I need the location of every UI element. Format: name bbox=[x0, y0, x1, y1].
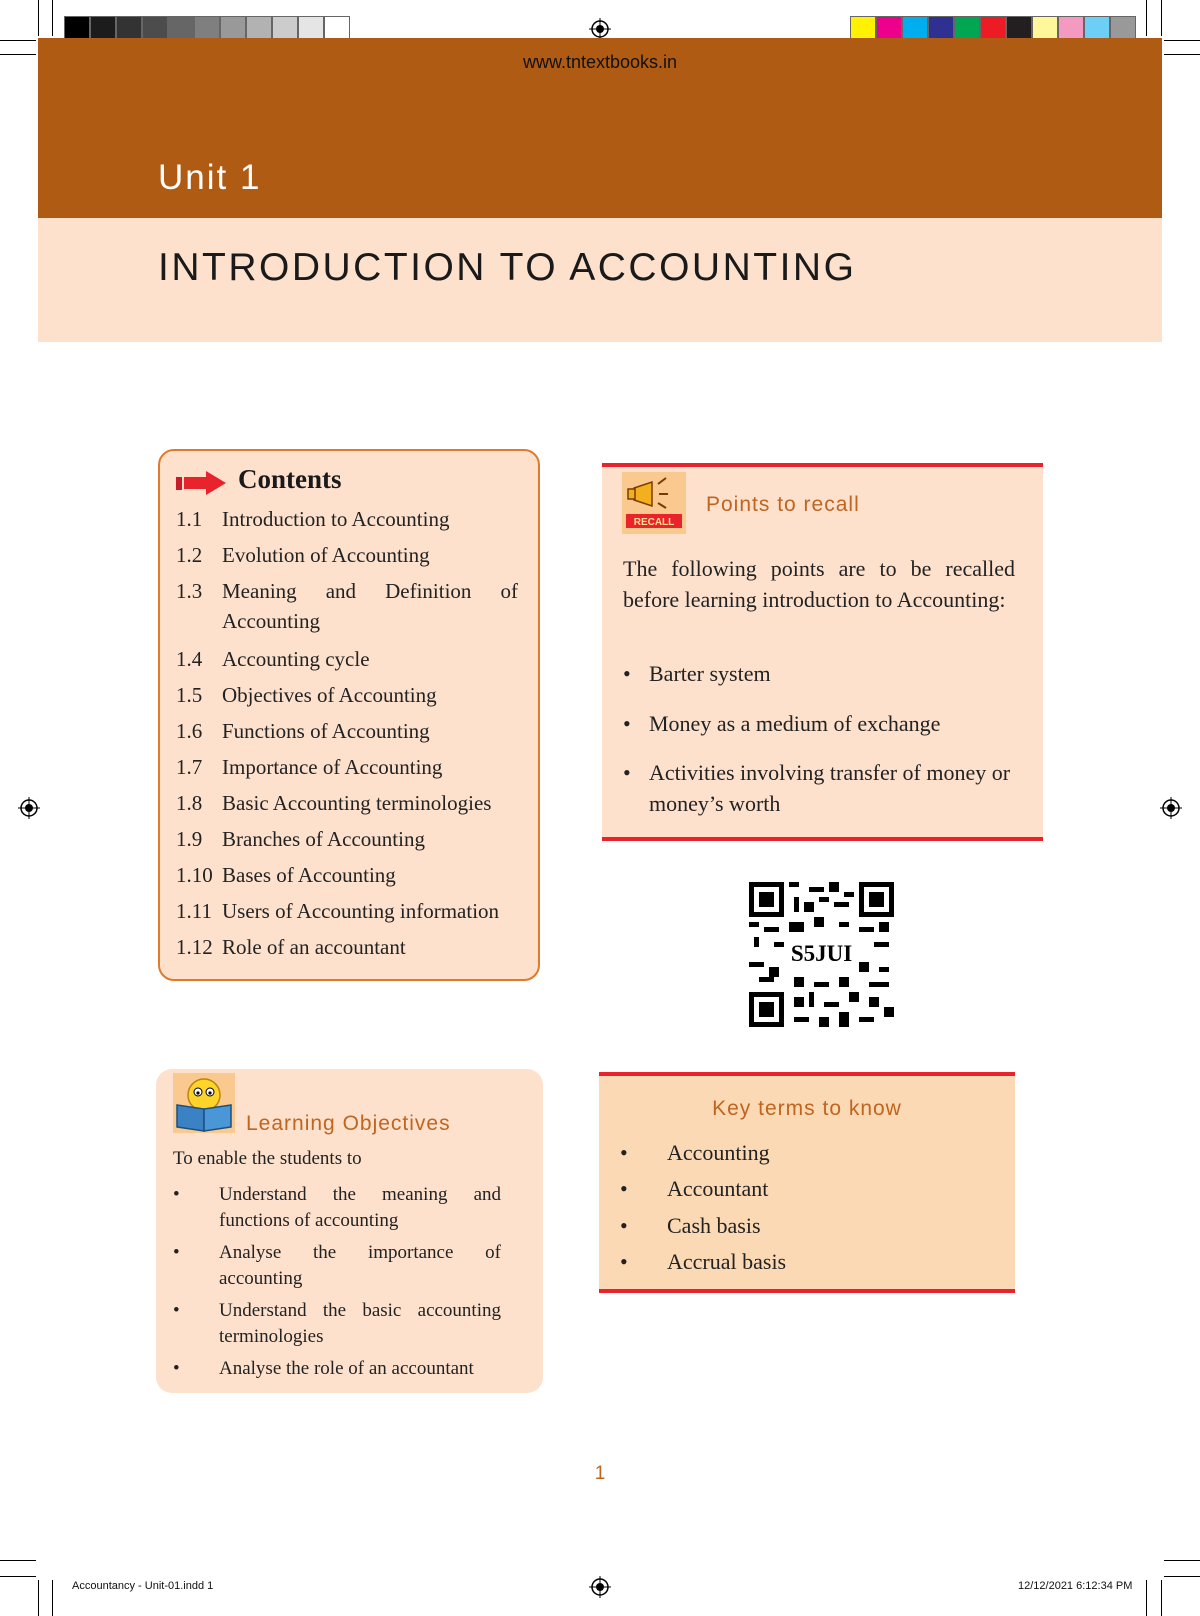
key-term-text: Cash basis bbox=[667, 1213, 761, 1238]
toc-number: 1.5 bbox=[176, 683, 203, 707]
recall-item-text: Activities involving transfer of money or money’s worth bbox=[649, 760, 1011, 816]
qr-code-label: S5JUI bbox=[790, 941, 853, 966]
toc-text: Basic Accounting terminologies bbox=[222, 791, 492, 815]
objective-text: Analyse the importance of accounting bbox=[219, 1242, 501, 1289]
toc-text: Importance of Accounting bbox=[222, 755, 443, 779]
toc-text: Accounting cycle bbox=[222, 647, 370, 671]
toc-item bbox=[176, 788, 522, 818]
toc-item bbox=[176, 824, 522, 854]
toc-item bbox=[176, 644, 522, 674]
toc-number: 1.1 bbox=[176, 507, 203, 531]
objective-item: • Analyse the role of an accountant bbox=[173, 1356, 503, 1382]
recall-title: Points to recall bbox=[706, 493, 860, 516]
key-term-text: Accrual basis bbox=[667, 1249, 787, 1274]
recall-item-text: Barter system bbox=[649, 661, 771, 686]
toc-item bbox=[176, 540, 522, 570]
recall-list-item: • Barter system bbox=[623, 661, 771, 686]
chapter-title: INTRODUCTION TO ACCOUNTING bbox=[158, 246, 857, 289]
toc-text: Objectives of Accounting bbox=[222, 683, 437, 707]
toc-text: Bases of Accounting bbox=[222, 863, 396, 887]
toc-text: Introduction to Accounting bbox=[222, 507, 450, 531]
toc-item bbox=[176, 752, 522, 782]
toc-item bbox=[176, 896, 522, 926]
key-term-item: • Accounting bbox=[620, 1140, 770, 1165]
unit-label: Unit 1 bbox=[158, 158, 262, 197]
learning-objectives-title: Learning Objectives bbox=[246, 1112, 451, 1135]
qr-code[interactable] bbox=[749, 882, 894, 1027]
recall-list-item: • Money as a medium of exchange bbox=[623, 711, 941, 736]
reading-smiley-icon bbox=[173, 1073, 235, 1133]
toc-text: Functions of Accounting bbox=[222, 719, 430, 743]
key-terms-title: Key terms to know bbox=[712, 1097, 902, 1120]
key-term-item: • Accountant bbox=[620, 1176, 769, 1201]
recall-intro: The following points are to be recalled before learning introduction to Accounting: bbox=[623, 556, 1015, 612]
arrow-right-icon bbox=[176, 468, 226, 498]
objective-text: Analyse the role of an accountant bbox=[219, 1358, 474, 1379]
footer-timestamp: 12/12/2021 6:12:34 PM bbox=[1018, 1580, 1133, 1592]
registration-mark-icon bbox=[18, 797, 40, 819]
objective-text: Understand the meaning and functions of accounting bbox=[219, 1184, 501, 1231]
recall-list-item: • Activities involving transfer of money or money’s worth bbox=[623, 760, 1011, 816]
toc-number: 1.3 bbox=[176, 579, 203, 603]
toc-item bbox=[176, 932, 522, 962]
page-number: 1 bbox=[594, 1463, 606, 1484]
website-url: www.tntextbooks.in bbox=[522, 52, 678, 72]
toc-item bbox=[176, 860, 522, 890]
toc-number: 1.7 bbox=[176, 755, 203, 779]
toc-text: Meaning and Definition of Accounting bbox=[222, 579, 518, 633]
toc-item bbox=[176, 716, 522, 746]
recall-badge: RECALL bbox=[633, 517, 675, 528]
toc-item bbox=[176, 576, 522, 636]
toc-item bbox=[176, 504, 522, 534]
megaphone-icon bbox=[622, 472, 686, 534]
toc-text: Branches of Accounting bbox=[222, 827, 425, 851]
footer-file-name: Accountancy - Unit-01.indd 1 bbox=[72, 1580, 214, 1592]
registration-mark-icon bbox=[1160, 797, 1182, 819]
key-term-item: • Accrual basis bbox=[620, 1249, 787, 1274]
toc-number: 1.11 bbox=[176, 899, 212, 923]
toc-number: 1.2 bbox=[176, 543, 203, 567]
toc-number: 1.12 bbox=[176, 935, 213, 959]
contents-title: Contents bbox=[238, 464, 342, 494]
toc-number: 1.9 bbox=[176, 827, 203, 851]
toc-number: 1.8 bbox=[176, 791, 203, 815]
key-term-item: • Cash basis bbox=[620, 1213, 761, 1238]
toc-number: 1.6 bbox=[176, 719, 203, 743]
learning-objectives-intro: To enable the students to bbox=[173, 1148, 362, 1169]
toc-text: Role of an accountant bbox=[222, 935, 406, 959]
registration-mark-icon bbox=[589, 1576, 611, 1598]
toc-text: Users of Accounting information bbox=[222, 899, 500, 923]
toc-number: 1.4 bbox=[176, 647, 203, 671]
toc-text: Evolution of Accounting bbox=[222, 543, 430, 567]
recall-item-text: Money as a medium of exchange bbox=[649, 711, 941, 736]
key-term-text: Accountant bbox=[667, 1176, 769, 1201]
registration-mark-icon bbox=[589, 18, 611, 40]
objective-item: • Understand the meaning and functions of accounting bbox=[173, 1182, 503, 1234]
key-term-text: Accounting bbox=[667, 1140, 770, 1165]
toc-number: 1.10 bbox=[176, 863, 213, 887]
objective-text: Understand the basic accounting terminologies bbox=[219, 1300, 501, 1347]
objective-item: • Understand the basic accounting terminologies bbox=[173, 1298, 503, 1350]
toc-item bbox=[176, 680, 522, 710]
objective-item: • Analyse the importance of accounting bbox=[173, 1240, 503, 1292]
